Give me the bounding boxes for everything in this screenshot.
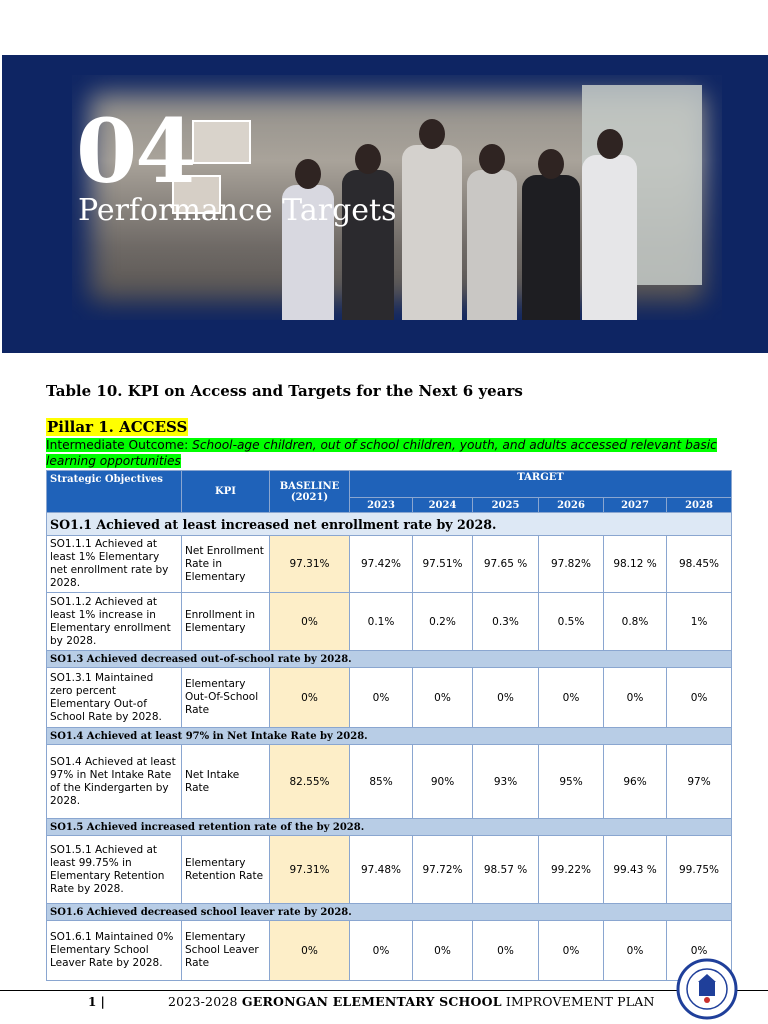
target-cell: 0%: [667, 921, 732, 981]
outcome-text: School-age children, out of school children, youth, and adults accessed relevant basic learning opportunities: [46, 438, 717, 468]
kpi-cell: Enrollment in Elementary: [182, 593, 270, 651]
baseline-cell: 0%: [270, 921, 350, 981]
target-cell: 0%: [473, 921, 539, 981]
header-year: 2027: [604, 498, 667, 513]
target-cell: 98.45%: [667, 536, 732, 593]
student-figure: [402, 145, 462, 320]
baseline-cell: 97.31%: [270, 836, 350, 904]
baseline-cell: 82.55%: [270, 745, 350, 819]
objective-cell: SO1.1.2 Achieved at least 1% increase in Elementary enrollment by 2028.: [47, 593, 182, 651]
section-title: SO1.3 Achieved decreased out-of-school rate by 2028.: [47, 651, 732, 668]
student-figure: [522, 175, 580, 320]
header-year: 2026: [539, 498, 604, 513]
target-cell: 0%: [539, 668, 604, 728]
footer-plan: IMPROVEMENT PLAN: [505, 994, 655, 1009]
student-figure: [582, 155, 637, 320]
target-cell: 97.51%: [413, 536, 473, 593]
pillar-heading: Pillar 1. ACCESS: [47, 418, 188, 436]
target-cell: 0%: [604, 921, 667, 981]
outcome-label: Intermediate Outcome:: [46, 438, 189, 452]
target-cell: 1%: [667, 593, 732, 651]
target-cell: 96%: [604, 745, 667, 819]
target-cell: 0.3%: [473, 593, 539, 651]
footer-school: GERONGAN ELEMENTARY SCHOOL: [241, 994, 502, 1009]
target-cell: 98.57 %: [473, 836, 539, 904]
kpi-cell: Net Enrollment Rate in Elementary: [182, 536, 270, 593]
target-cell: 0%: [350, 921, 413, 981]
header-kpi: KPI: [182, 471, 270, 513]
target-cell: 0%: [539, 921, 604, 981]
classroom-board: [192, 120, 251, 164]
objective-cell: SO1.6.1 Maintained 0% Elementary School Leaver Rate by 2028.: [47, 921, 182, 981]
baseline-cell: 0%: [270, 593, 350, 651]
kpi-table: [46, 470, 732, 981]
target-cell: 0.2%: [413, 593, 473, 651]
header-baseline: BASELINE (2021): [270, 471, 350, 513]
kpi-cell: Elementary School Leaver Rate: [182, 921, 270, 981]
target-cell: 97%: [667, 745, 732, 819]
objective-cell: SO1.4 Achieved at least 97% in Net Intake Rate of the Kindergarten by 2028.: [47, 745, 182, 819]
table-title: Table 10. KPI on Access and Targets for the Next 6 years: [46, 382, 523, 400]
table-row: [47, 668, 732, 728]
target-cell: 0%: [350, 668, 413, 728]
chapter-title: Performance Targets: [78, 193, 397, 228]
header-year: 2023: [350, 498, 413, 513]
section-title: SO1.6 Achieved decreased school leaver rate by 2028.: [47, 904, 732, 921]
header-year: 2025: [473, 498, 539, 513]
page-number: 1 |: [88, 995, 105, 1009]
target-cell: 0%: [473, 668, 539, 728]
baseline-cell: 0%: [270, 668, 350, 728]
deped-seal-icon: [672, 958, 742, 1020]
target-cell: 97.65 %: [473, 536, 539, 593]
footer-rule: [0, 990, 768, 991]
chapter-number: 04: [76, 99, 195, 203]
target-cell: 95%: [539, 745, 604, 819]
kpi-cell: Elementary Out-Of-School Rate: [182, 668, 270, 728]
target-cell: 93%: [473, 745, 539, 819]
table-row: [47, 836, 732, 904]
intermediate-outcome: [46, 437, 726, 469]
target-cell: 0%: [413, 921, 473, 981]
student-figure: [467, 170, 517, 320]
target-cell: 97.82%: [539, 536, 604, 593]
objective-cell: SO1.5.1 Achieved at least 99.75% in Elementary Retention Rate by 2028.: [47, 836, 182, 904]
section-title: SO1.5 Achieved increased retention rate of the by 2028.: [47, 819, 732, 836]
table-row: [47, 921, 732, 981]
target-cell: 99.22%: [539, 836, 604, 904]
kpi-cell: Net Intake Rate: [182, 745, 270, 819]
target-cell: 0%: [604, 668, 667, 728]
objective-cell: SO1.3.1 Maintained zero percent Elementary Out-of School Rate by 2028.: [47, 668, 182, 728]
baseline-cell: 97.31%: [270, 536, 350, 593]
target-cell: 98.12 %: [604, 536, 667, 593]
target-cell: 97.72%: [413, 836, 473, 904]
footer-text: [168, 994, 655, 1009]
objective-cell: SO1.1.1 Achieved at least 1% Elementary net enrollment rate by 2028.: [47, 536, 182, 593]
section-title: SO1.1 Achieved at least increased net enrollment rate by 2028.: [47, 513, 732, 536]
target-cell: 0%: [413, 668, 473, 728]
footer-years: 2023-2028: [168, 994, 238, 1009]
target-cell: 99.75%: [667, 836, 732, 904]
chapter-banner: [2, 55, 768, 353]
target-cell: 0.1%: [350, 593, 413, 651]
header-objectives: Strategic Objectives: [47, 471, 182, 513]
table-row: [47, 593, 732, 651]
target-cell: 90%: [413, 745, 473, 819]
header-year: 2024: [413, 498, 473, 513]
target-cell: 97.48%: [350, 836, 413, 904]
header-year: 2028: [667, 498, 732, 513]
target-cell: 0.8%: [604, 593, 667, 651]
target-cell: 85%: [350, 745, 413, 819]
target-cell: 0.5%: [539, 593, 604, 651]
table-row: [47, 536, 732, 593]
table-row: [47, 745, 732, 819]
target-cell: 99.43 %: [604, 836, 667, 904]
target-cell: 97.42%: [350, 536, 413, 593]
section-title: SO1.4 Achieved at least 97% in Net Intake Rate by 2028.: [47, 728, 732, 745]
kpi-cell: Elementary Retention Rate: [182, 836, 270, 904]
target-cell: 0%: [667, 668, 732, 728]
header-target: TARGET: [350, 471, 732, 498]
